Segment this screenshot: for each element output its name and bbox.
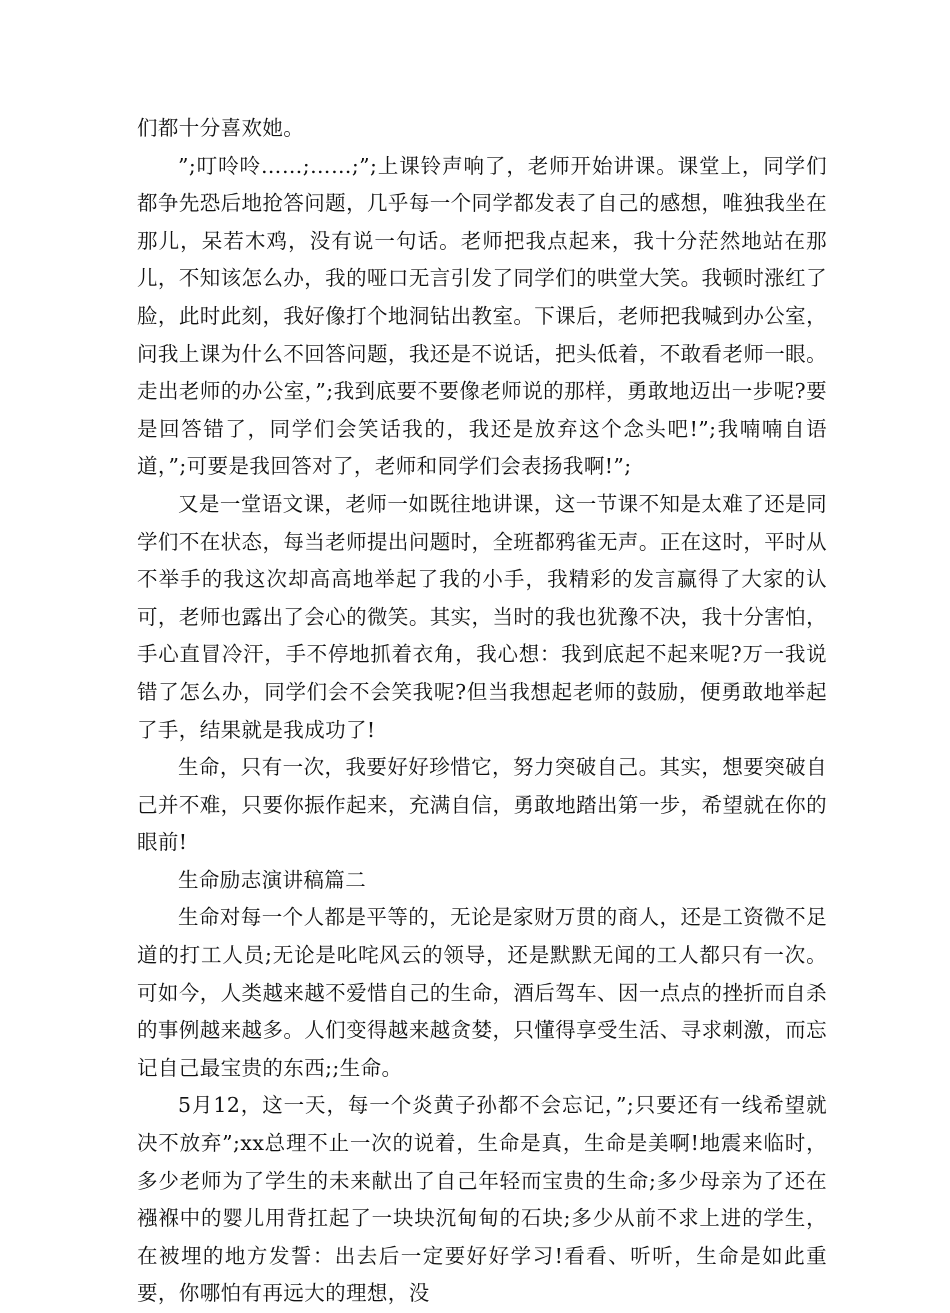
paragraph-3: 又是一堂语文课，老师一如既往地讲课，这一节课不知是太难了还是同学们不在状态，每当老师提出问题时，全班都鸦雀无声。正在这时，平时从不举手的我这次却高高地举起了我的小手，我精彩的发言赢得了大家的认可，老师也露出了会心的微笑。其实，当时的我也犹豫不决，我十分害怕，手心直冒冷汗，手不停地抓着衣角，我心想：我到底起不起来呢?万一我说错了怎么办，同学们会不会笑我呢?但当我想起老师的鼓励，便勇敢地举起了手，结果就是我成功了! bbox=[137, 491, 827, 742]
paragraph-1: 们都十分喜欢她。 bbox=[137, 116, 305, 140]
document-page bbox=[137, 110, 827, 1313]
paragraph-6: 5月12，这一天，每一个炎黄子孙都不会忘记，”;只要还有一线希望就决不放弃”;xx总理不止一次的说着，生命是真，生命是美啊!地震来临时，多少老师为了学生的未来献出了自己年轻而宝贵的生命;多少母亲为了还在襁褓中的婴儿用背扛起了一块块沉甸甸的石块;多少从前不求上进的学生，在被埋的地方发誓：出去后一定要好好学习!看看、听听，生命是如此重要，你哪怕有再远大的理想，没 bbox=[137, 1093, 827, 1306]
paragraph-5: 生命对每一个人都是平等的，无论是家财万贯的商人，还是工资微不足道的打工人员;无论是叱咤风云的领导，还是默默无闻的工人都只有一次。可如今，人类越来越不爱惜自己的生命，酒后驾车、因一点点的挫折而自杀的事例越来越多。人们变得越来越贪婪，只懂得享受生活、寻求刺激，而忘记自己最宝贵的东西;;生命。 bbox=[137, 905, 827, 1080]
paragraph-4: 生命，只有一次，我要好好珍惜它，努力突破自己。其实，想要突破自己并不难，只要你振作起来，充满自信，勇敢地踏出第一步，希望就在你的眼前! bbox=[137, 755, 827, 855]
paragraph-2: ”;叮呤呤……;……;”;上课铃声响了，老师开始讲课。课堂上，同学们都争先恐后地抢答问题，几乎每一个同学都发表了自己的感想，唯独我坐在那儿，呆若木鸡，没有说一句话。老师把我点起来，我十分茫然地站在那儿，不知该怎么办，我的哑口无言引发了同学们的哄堂大笑。我顿时涨红了脸，此时此刻，我好像打个地洞钻出教室。下课后，老师把我喊到办公室，问我上课为什么不回答问题，我还是不说话，把头低着，不敢看老师一眼。走出老师的办公室，”;我到底要不要像老师说的那样，勇敢地迈出一步呢?要是回答错了，同学们会笑话我的，我还是放弃这个念头吧!”;我喃喃自语道，”;可要是我回答对了，老师和同学们会表扬我啊!”; bbox=[137, 153, 827, 479]
section-heading: 生命励志演讲稿篇二 bbox=[178, 867, 367, 892]
